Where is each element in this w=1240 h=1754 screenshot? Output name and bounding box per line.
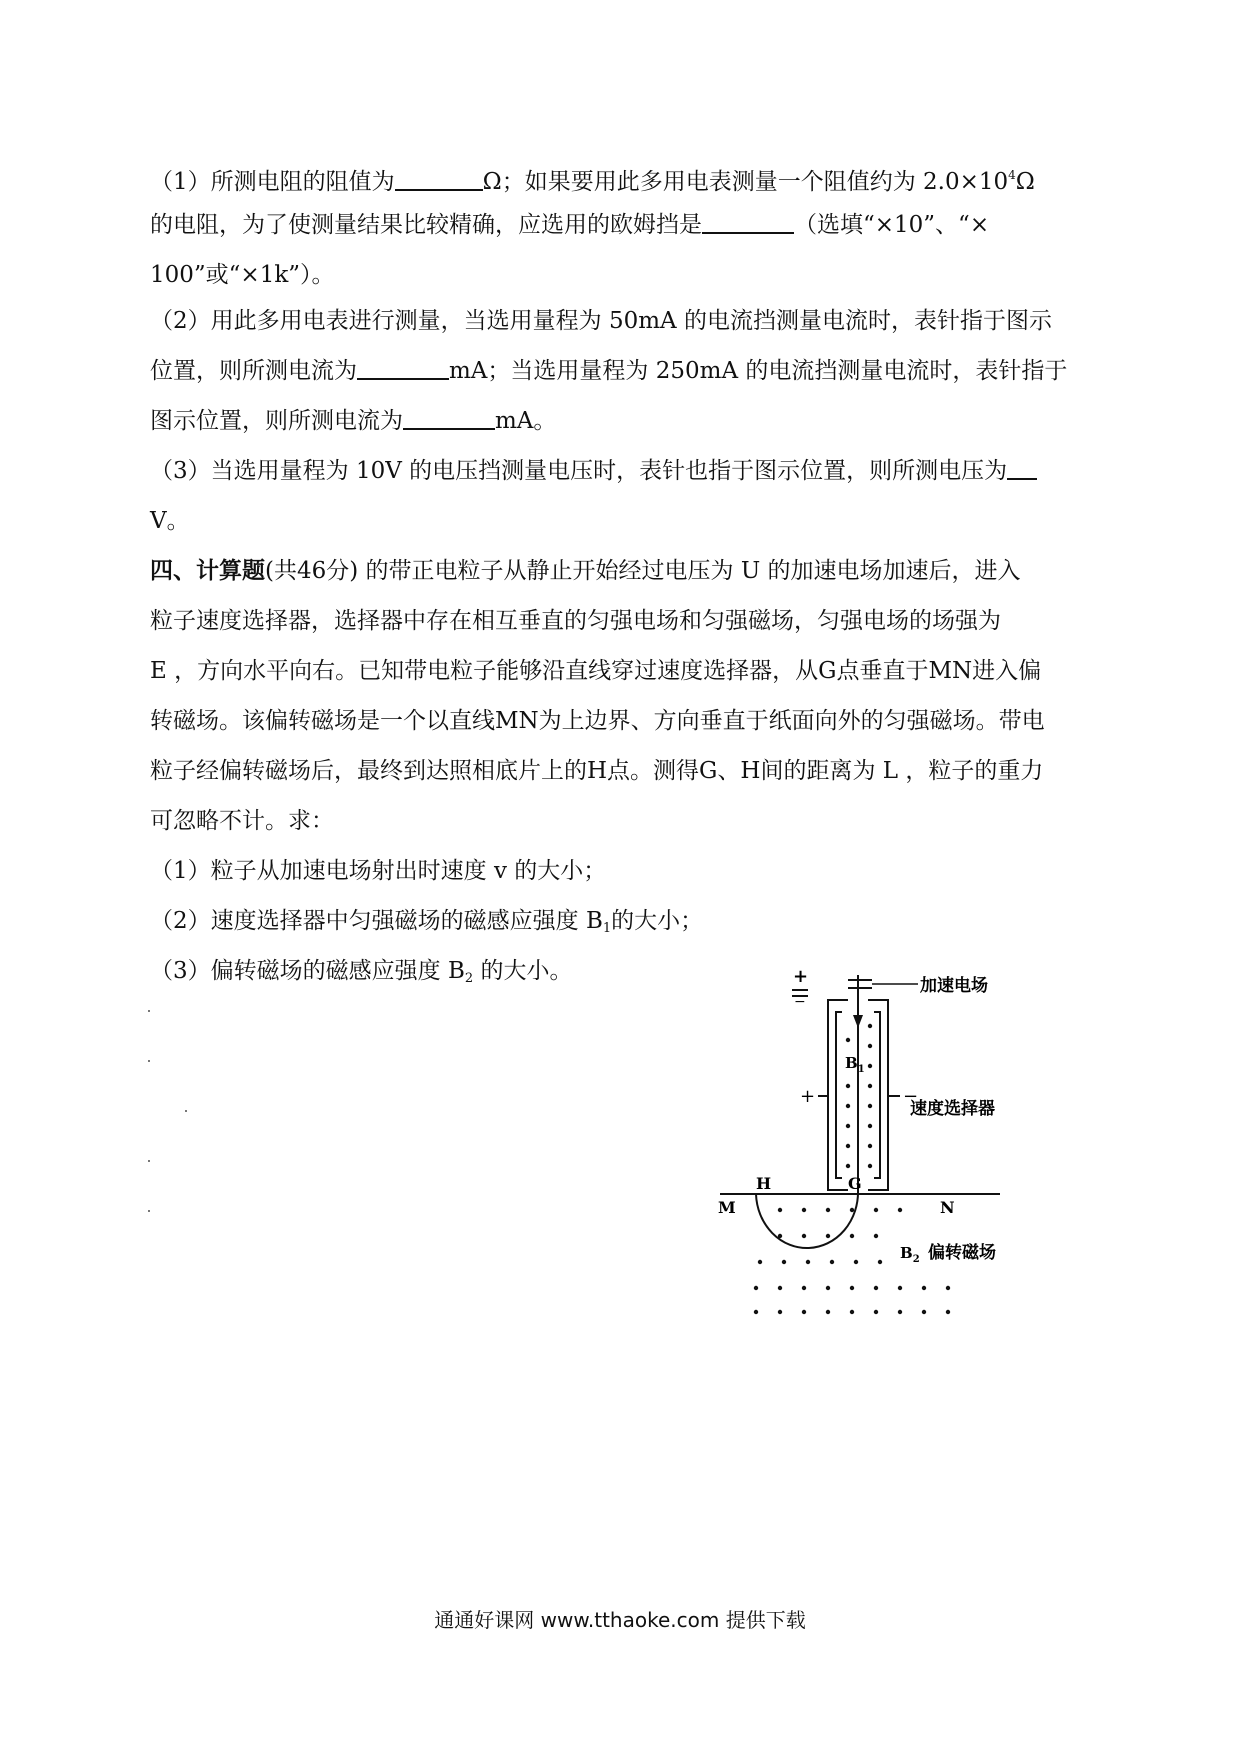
scan-mark bbox=[148, 1060, 150, 1062]
text-line: V。 bbox=[150, 508, 190, 534]
sub-question-3: （3）偏转磁场的磁感应强度 $B_2$ 的大小。 bbox=[150, 958, 573, 986]
label-deflection-field: 偏转磁场 bbox=[928, 1243, 996, 1263]
text-line: 转磁场。该偏转磁场是一个以直线MN为上边界、方向垂直于纸面向外的匀强磁场。带电 bbox=[150, 708, 1045, 734]
text-line: （2）用此多用电表进行测量，当选用量程为 50mA 的电流挡测量电流时，表针指于图示 bbox=[150, 308, 1052, 334]
plus-sign-top: + bbox=[793, 966, 809, 987]
answer-blank bbox=[403, 402, 495, 430]
sub-question-1: （1）粒子从加速电场射出时速度 v 的大小； bbox=[150, 858, 607, 884]
question-part-2 bbox=[150, 296, 1100, 446]
label-b2: $B_2$ bbox=[900, 1244, 920, 1265]
section-points: (共46分) bbox=[265, 558, 359, 584]
sub-question-2: （2）速度选择器中匀强磁场的磁感应强度 $B_1$的大小； bbox=[150, 908, 704, 936]
label-g: G bbox=[848, 1174, 862, 1193]
minus-sign-top: − bbox=[794, 994, 806, 1010]
scan-mark bbox=[185, 1110, 187, 1112]
label-accelerating-field: 加速电场 bbox=[920, 976, 988, 996]
label-h: H bbox=[756, 1174, 772, 1193]
label-velocity-selector: 速度选择器 bbox=[910, 1099, 995, 1119]
section-heading: 四、计算题 bbox=[150, 558, 265, 584]
answer-blank bbox=[357, 352, 449, 380]
label-n: N bbox=[940, 1198, 955, 1217]
scan-mark bbox=[148, 1010, 150, 1012]
label-b1: $B_1$ bbox=[845, 1054, 865, 1075]
text-line: 可忽略不计。求： bbox=[150, 808, 334, 834]
scan-mark bbox=[148, 1160, 150, 1162]
question-part-1 bbox=[150, 150, 1100, 300]
text-line: 100”或“×1k”）。 bbox=[150, 262, 335, 288]
text-line: 四、计算题(共46分) 的带正电粒子从静止开始经过电压为 U 的加速电场加速后，进入 bbox=[150, 558, 1021, 584]
minus-sign-right: − bbox=[903, 1086, 919, 1107]
text-line: 的电阻，为了使测量结果比较精确，应选用的欧姆挡是 （选填“×10”、“× bbox=[150, 200, 1100, 250]
deflection-trajectory bbox=[756, 1190, 858, 1248]
section-4 bbox=[150, 546, 1100, 996]
direction-arrow bbox=[853, 1015, 863, 1028]
answer-blank bbox=[1007, 452, 1037, 480]
label-m: M bbox=[718, 1198, 736, 1217]
page-footer: 通通好课网 www.tthaoke.com 提供下载 bbox=[434, 1608, 806, 1632]
text-line: 图示位置，则所测电流为 mA。 bbox=[150, 396, 1100, 446]
deflection-field-dots bbox=[754, 1208, 950, 1314]
accelerating-field-plates bbox=[792, 980, 918, 996]
mass-spectrometer-diagram bbox=[700, 960, 1020, 1320]
answer-blank bbox=[395, 163, 483, 191]
text-line: E ，方向水平向右。已知带电粒子能够沿直线穿过速度选择器，从G点垂直于MN进入偏 bbox=[150, 658, 1042, 684]
scan-mark bbox=[148, 1210, 150, 1212]
text-line: 粒子速度选择器，选择器中存在相互垂直的匀强电场和匀强磁场，匀强电场的场强为 bbox=[150, 608, 1001, 634]
text-line: 粒子经偏转磁场后，最终到达照相底片上的H点。测得G、H间的距离为 L ，粒子的重力 bbox=[150, 758, 1044, 784]
text-line: （1）所测电阻的阻值为 Ω；如果要用此多用电表测量一个阻值约为 $2.0\times 10^4\Omega$ bbox=[150, 150, 1100, 200]
plus-sign-left: + bbox=[800, 1086, 816, 1107]
text-line: 位置，则所测电流为 mA；当选用量程为 250mA 的电流挡测量电流时，表针指于 bbox=[150, 346, 1100, 396]
answer-blank bbox=[702, 206, 794, 234]
text-line: （3）当选用量程为 10V 的电压挡测量电压时，表针也指于图示位置，则所测电压为 bbox=[150, 446, 1100, 496]
question-part-3 bbox=[150, 446, 1100, 546]
